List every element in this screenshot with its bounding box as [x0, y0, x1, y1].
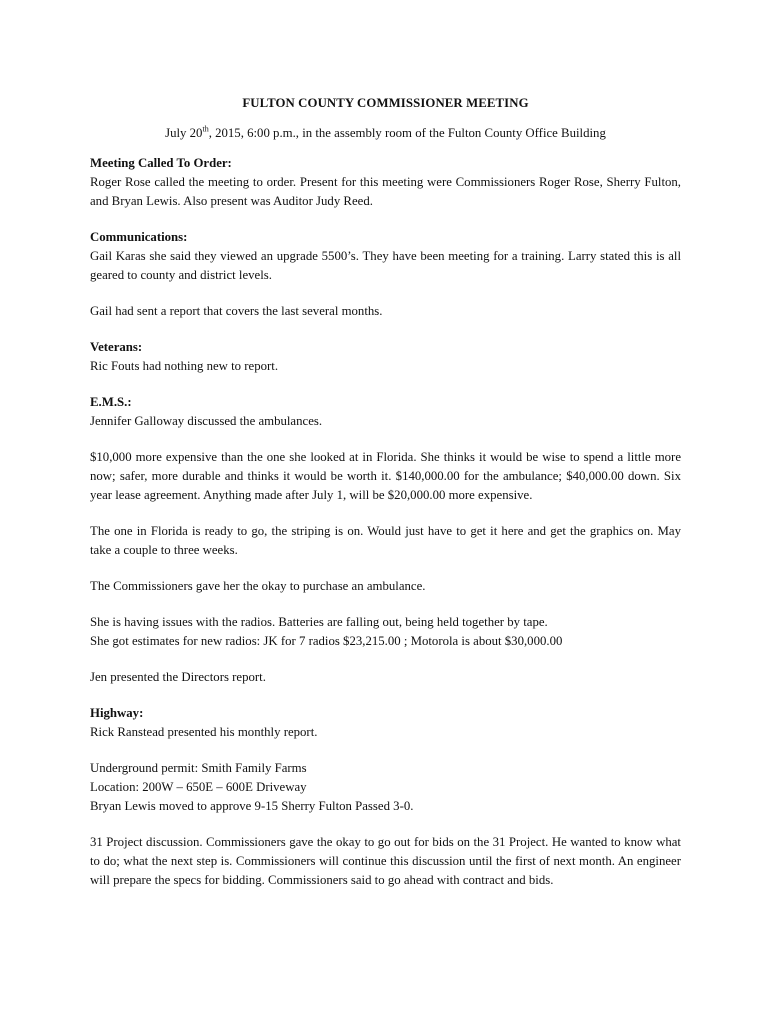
ems-radios-estimate-line: She got estimates for new radios: JK for 7 radios $23,215.00 ; Motorola is about $30,000.00: [90, 634, 563, 648]
paragraph-communications-2: Gail had sent a report that covers the last several months.: [90, 304, 383, 318]
highway-permit-line: Underground permit: Smith Family Farms: [90, 761, 307, 775]
dateline-ordinal: th: [202, 124, 209, 134]
paragraph-veterans-1: Ric Fouts had nothing new to report.: [90, 359, 279, 373]
paragraph-highway-3: 31 Project discussion. Commissioners gave the okay to go out for bids on the 31 Project. He wanted to know what to do; what the next step is. Commissioners will continue this discussion until the first of next month. An engineer will prepare the specs for bidding. Commissioners said to go ahead with contract and bids.: [90, 835, 681, 887]
paragraph-highway-2: [90, 759, 681, 816]
paragraph-communications-1: Gail Karas she said they viewed an upgrade 5500’s. They have been meeting for a training. Larry stated this is all geared to county and district levels.: [90, 249, 681, 282]
paragraph-highway-1: Rick Ranstead presented his monthly report.: [90, 725, 318, 739]
highway-location-line: Location: 200W – 650E – 600E Driveway: [90, 780, 307, 794]
heading-communications: Communications:: [90, 230, 188, 244]
paragraph-order-1: Roger Rose called the meeting to order. Present for this meeting were Commissioners Roger Rose, Sherry Fulton, and Bryan Lewis. Also present was Auditor Judy Reed.: [90, 175, 681, 208]
section-communications: [90, 228, 681, 321]
heading-ems: E.M.S.:: [90, 395, 132, 409]
section-meeting-called-to-order: [90, 154, 681, 211]
dateline-suffix: , 2015, 6:00 p.m., in the assembly room of the Fulton County Office Building: [208, 126, 606, 140]
section-veterans: [90, 338, 681, 376]
paragraph-ems-6: Jen presented the Directors report.: [90, 670, 266, 684]
document-page: [90, 94, 681, 907]
paragraph-ems-5: [90, 613, 681, 651]
paragraph-ems-3: The one in Florida is ready to go, the striping is on. Would just have to get it here and get the graphics on. May take a couple to three weeks.: [90, 524, 681, 557]
heading-veterans: Veterans:: [90, 340, 143, 354]
section-highway: [90, 704, 681, 890]
heading-highway: Highway:: [90, 706, 144, 720]
paragraph-ems-4: The Commissioners gave her the okay to purchase an ambulance.: [90, 579, 426, 593]
heading-meeting-called-to-order: Meeting Called To Order:: [90, 156, 232, 170]
ems-radios-issue-line: She is having issues with the radios. Batteries are falling out, being held together by tape.: [90, 615, 548, 629]
section-ems: [90, 393, 681, 687]
paragraph-ems-2: $10,000 more expensive than the one she looked at in Florida. She thinks it would be wise to spend a little more now; safer, more durable and thinks it would be worth it. $140,000.00 for the ambulance; $40,000.00 down. Six year lease agreement. Anything made after July 1, will be $20,000.00 more expensive.: [90, 450, 681, 502]
dateline-prefix: July 20: [165, 126, 203, 140]
document-title: FULTON COUNTY COMMISSIONER MEETING: [242, 96, 529, 110]
paragraph-ems-1: Jennifer Galloway discussed the ambulances.: [90, 414, 323, 428]
meeting-dateline: [90, 124, 681, 143]
highway-motion-line: Bryan Lewis moved to approve 9-15 Sherry Fulton Passed 3-0.: [90, 799, 414, 813]
